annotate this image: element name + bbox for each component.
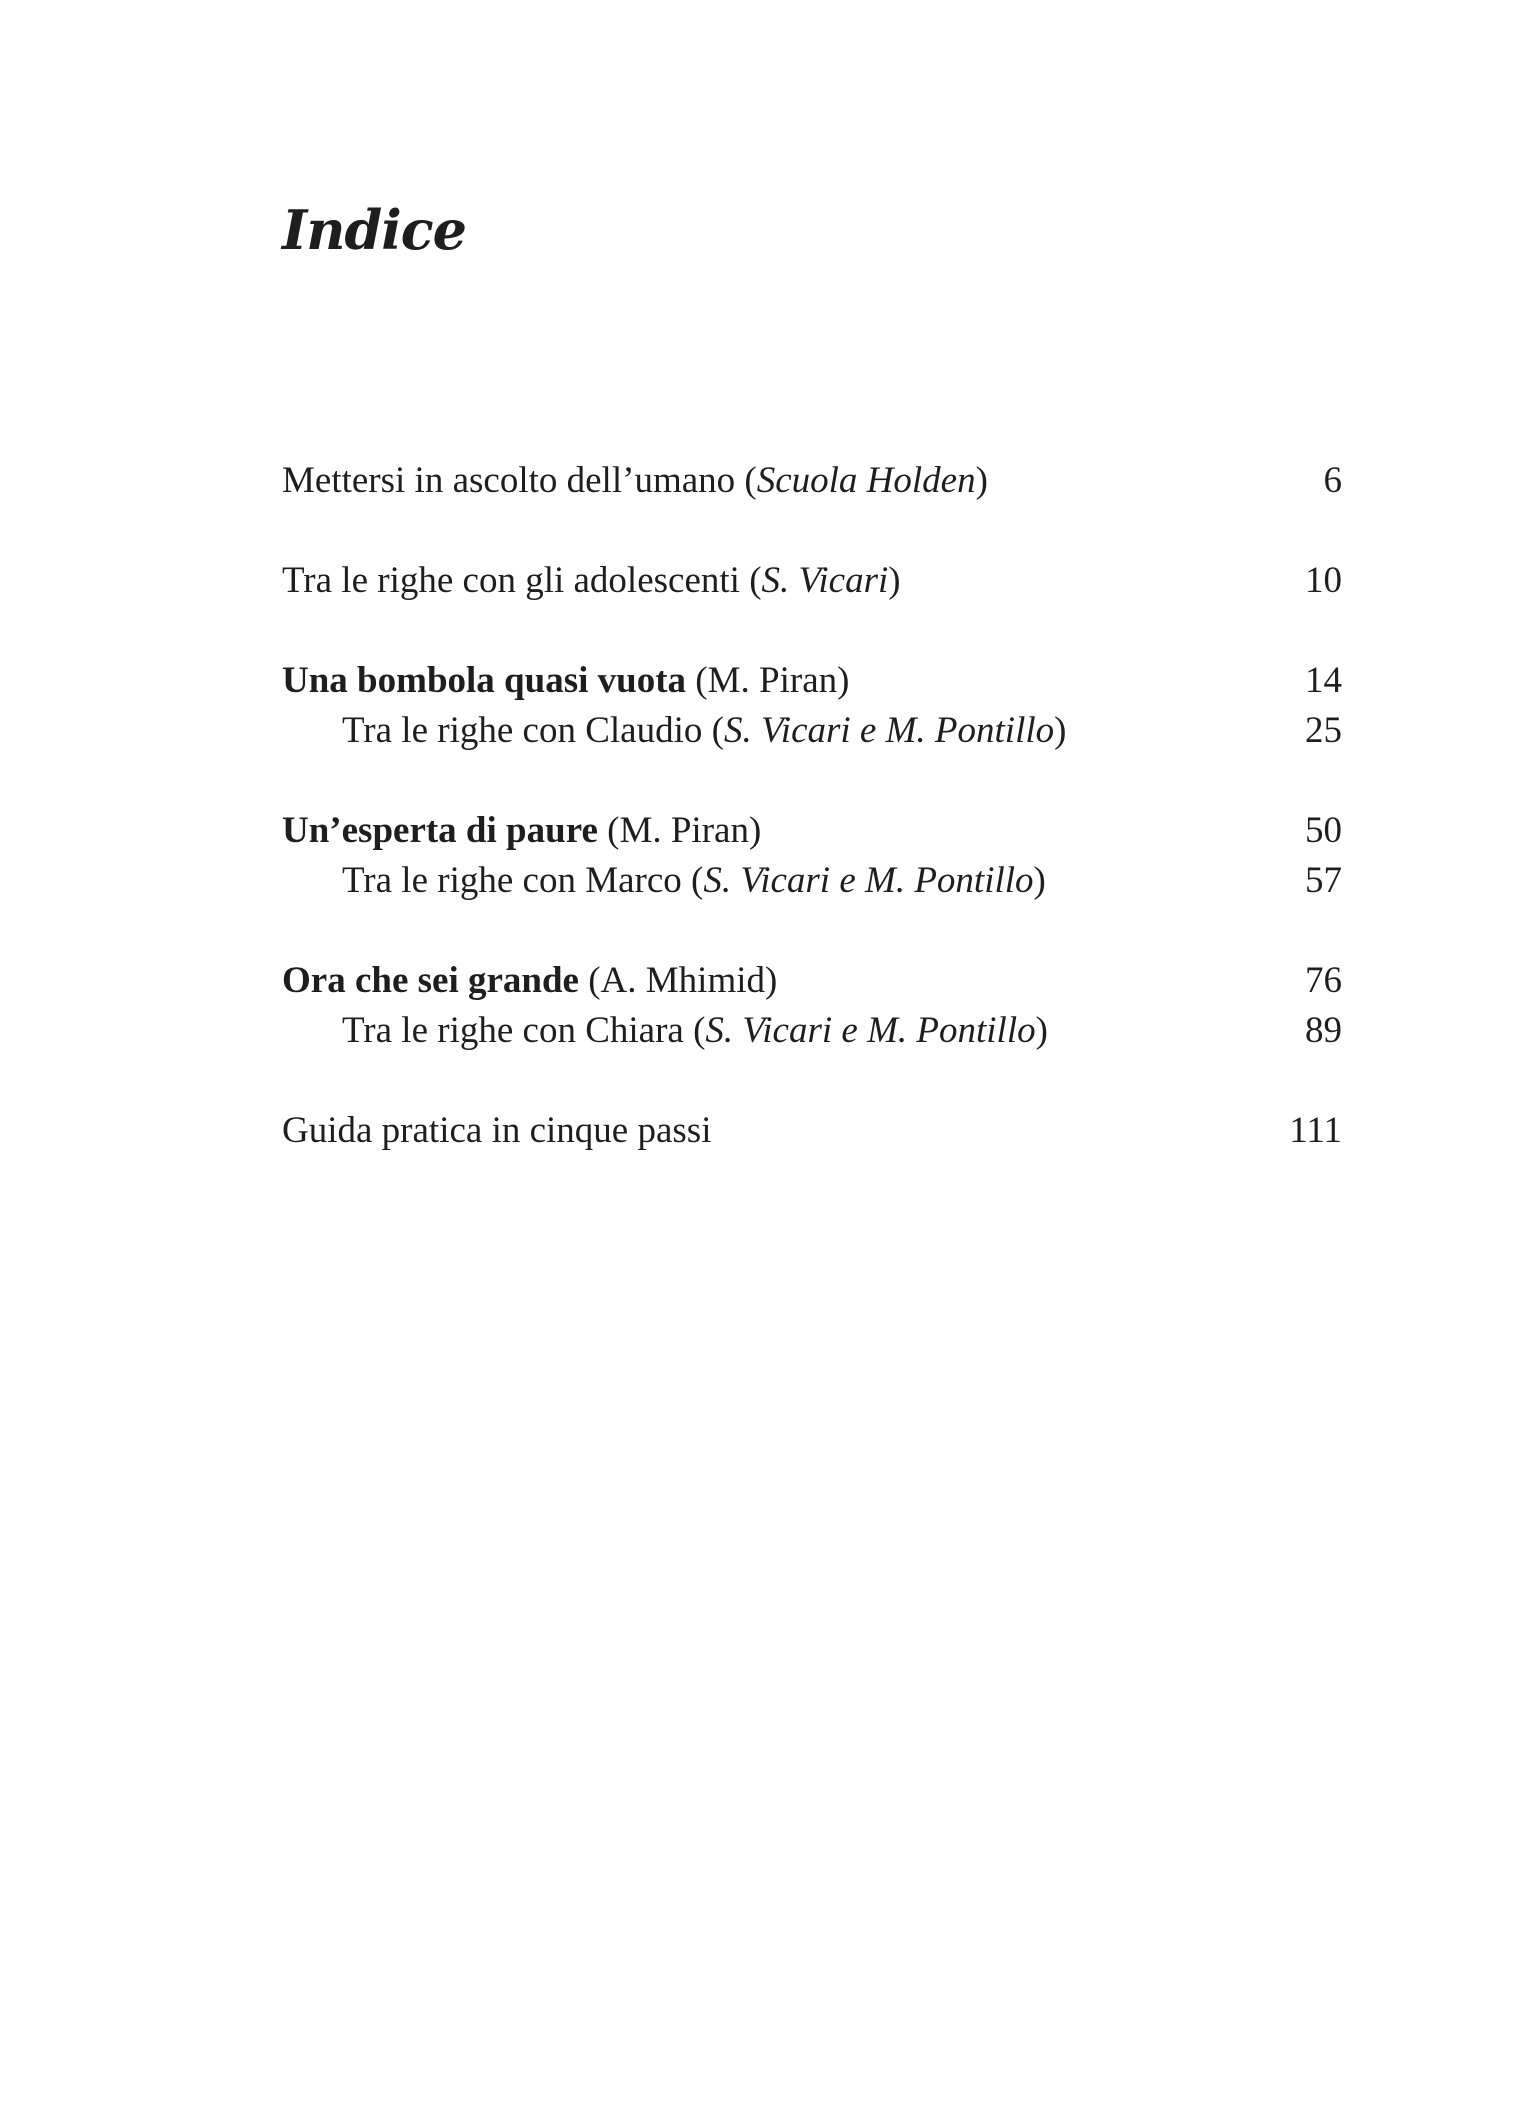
toc-entry-title: Tra le righe con Chiara: [342, 1010, 684, 1051]
toc-entry-title: Mettersi in ascolto dell’umano: [282, 460, 736, 501]
toc-entry-page: 89: [1305, 1010, 1342, 1051]
toc-entry-text: [282, 956, 777, 1006]
paren-open: (: [711, 710, 724, 751]
toc-entry-page: 50: [1305, 810, 1342, 851]
toc-entry-page: 76: [1305, 960, 1342, 1001]
toc-entry-page: 57: [1305, 860, 1342, 901]
toc-entry-page: 6: [1323, 460, 1342, 501]
toc-entry-text: [282, 1006, 1048, 1056]
toc-entry-page: 111: [1289, 1110, 1342, 1151]
paren-close: ): [1033, 860, 1046, 901]
toc-entry[interactable]: [282, 1106, 1342, 1156]
paren-close: ): [1035, 1010, 1048, 1051]
toc-subentry[interactable]: [282, 706, 1342, 756]
toc-entry-title: Tra le righe con gli adolescenti: [282, 560, 740, 601]
toc-entry-author: S. Vicari: [761, 560, 889, 601]
toc-entry-author: S. Vicari e M. Pontillo: [705, 1010, 1036, 1051]
toc-entry-author: (A. Mhimid): [588, 960, 778, 1001]
toc-entry-text: [282, 456, 988, 506]
page-title: Indice: [282, 198, 467, 262]
toc-entry-page: 14: [1305, 660, 1342, 701]
toc-subentry[interactable]: [282, 1006, 1342, 1056]
toc-entry-title: Guida pratica in cinque passi: [282, 1110, 712, 1151]
toc-entry-author: (M. Piran): [695, 660, 850, 701]
toc-entry[interactable]: [282, 456, 1342, 506]
toc-entry-text: [282, 656, 849, 706]
toc-entry-title: Un’esperta di paure: [282, 810, 598, 851]
toc-entry-title: Tra le righe con Claudio: [342, 710, 703, 751]
toc-entry[interactable]: [282, 556, 1342, 606]
toc-entry-page: 25: [1305, 710, 1342, 751]
toc-entry-title: Ora che sei grande: [282, 960, 579, 1001]
paren-open: (: [749, 560, 762, 601]
toc-entry-title: Tra le righe con Marco: [342, 860, 682, 901]
toc-entry-text: [282, 1106, 711, 1156]
paren-open: (: [693, 1010, 706, 1051]
paren-close: ): [888, 560, 901, 601]
toc-entry-author: S. Vicari e M. Pontillo: [723, 710, 1055, 751]
toc-entry-text: [282, 706, 1066, 756]
paren-close: ): [975, 460, 988, 501]
toc-entry-text: [282, 856, 1046, 906]
paren-close: ): [1054, 710, 1067, 751]
toc-entry-page: 10: [1305, 560, 1342, 601]
toc-entry-author: (M. Piran): [607, 810, 762, 851]
toc-entry[interactable]: [282, 956, 1342, 1006]
toc-subentry[interactable]: [282, 856, 1342, 906]
toc-entry-text: [282, 806, 761, 856]
toc-entry-text: [282, 556, 901, 606]
toc-entry-author: Scuola Holden: [756, 460, 976, 501]
toc-entry-author: S. Vicari e M. Pontillo: [703, 860, 1034, 901]
paren-open: (: [744, 460, 757, 501]
toc-entry[interactable]: [282, 656, 1342, 706]
paren-open: (: [691, 860, 704, 901]
toc-entry[interactable]: [282, 806, 1342, 856]
toc-entry-title: Una bombola quasi vuota: [282, 660, 687, 701]
